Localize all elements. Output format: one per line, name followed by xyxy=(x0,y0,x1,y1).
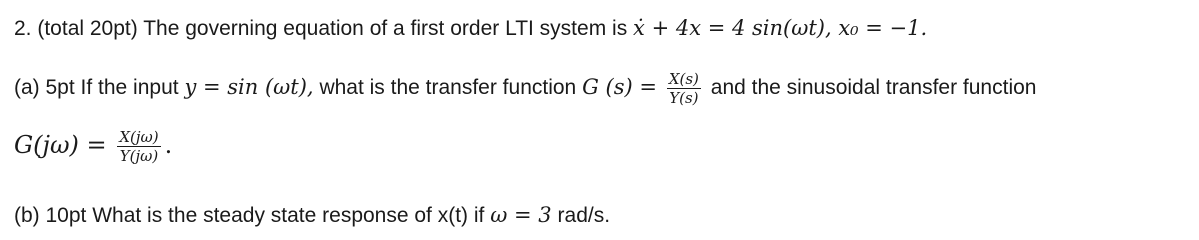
transfer-function-fraction xyxy=(667,70,701,107)
part-a-label: (a) 5pt If the input xyxy=(14,76,179,100)
sinusoidal-tf-fraction xyxy=(117,128,160,165)
transfer-function-denominator: Y(s) xyxy=(669,89,699,107)
sinusoidal-tf-line xyxy=(14,128,172,165)
sinusoidal-tf-period: . xyxy=(164,130,173,159)
omega-value: ω = 3 xyxy=(490,203,552,227)
part-b-line xyxy=(14,205,610,226)
sinusoidal-tf-numerator: X(jω) xyxy=(119,128,159,146)
part-a-question: what is the transfer function xyxy=(319,76,577,100)
transfer-function-lhs: G (s) = xyxy=(582,75,657,100)
part-a-line xyxy=(14,70,1036,107)
sinusoidal-tf-lhs: G(jω) = xyxy=(14,130,107,159)
problem-intro-text: 2. (total 20pt) The governing equation of a first order LTI system is xyxy=(14,17,628,40)
part-b-text: (b) 10pt What is the steady state response of x(t) if xyxy=(14,204,485,227)
sinusoidal-tf-denominator: Y(jω) xyxy=(119,147,159,165)
input-equation: y = sin (ωt), xyxy=(184,75,314,100)
problem-statement-line xyxy=(14,18,927,39)
transfer-function-numerator: X(s) xyxy=(668,70,699,88)
governing-equation: ẋ + 4x = 4 sin(ωt), x₀ = −1. xyxy=(633,16,928,40)
part-a-trailing-text: and the sinusoidal transfer function xyxy=(710,76,1037,100)
omega-unit: rad/s. xyxy=(557,204,611,227)
